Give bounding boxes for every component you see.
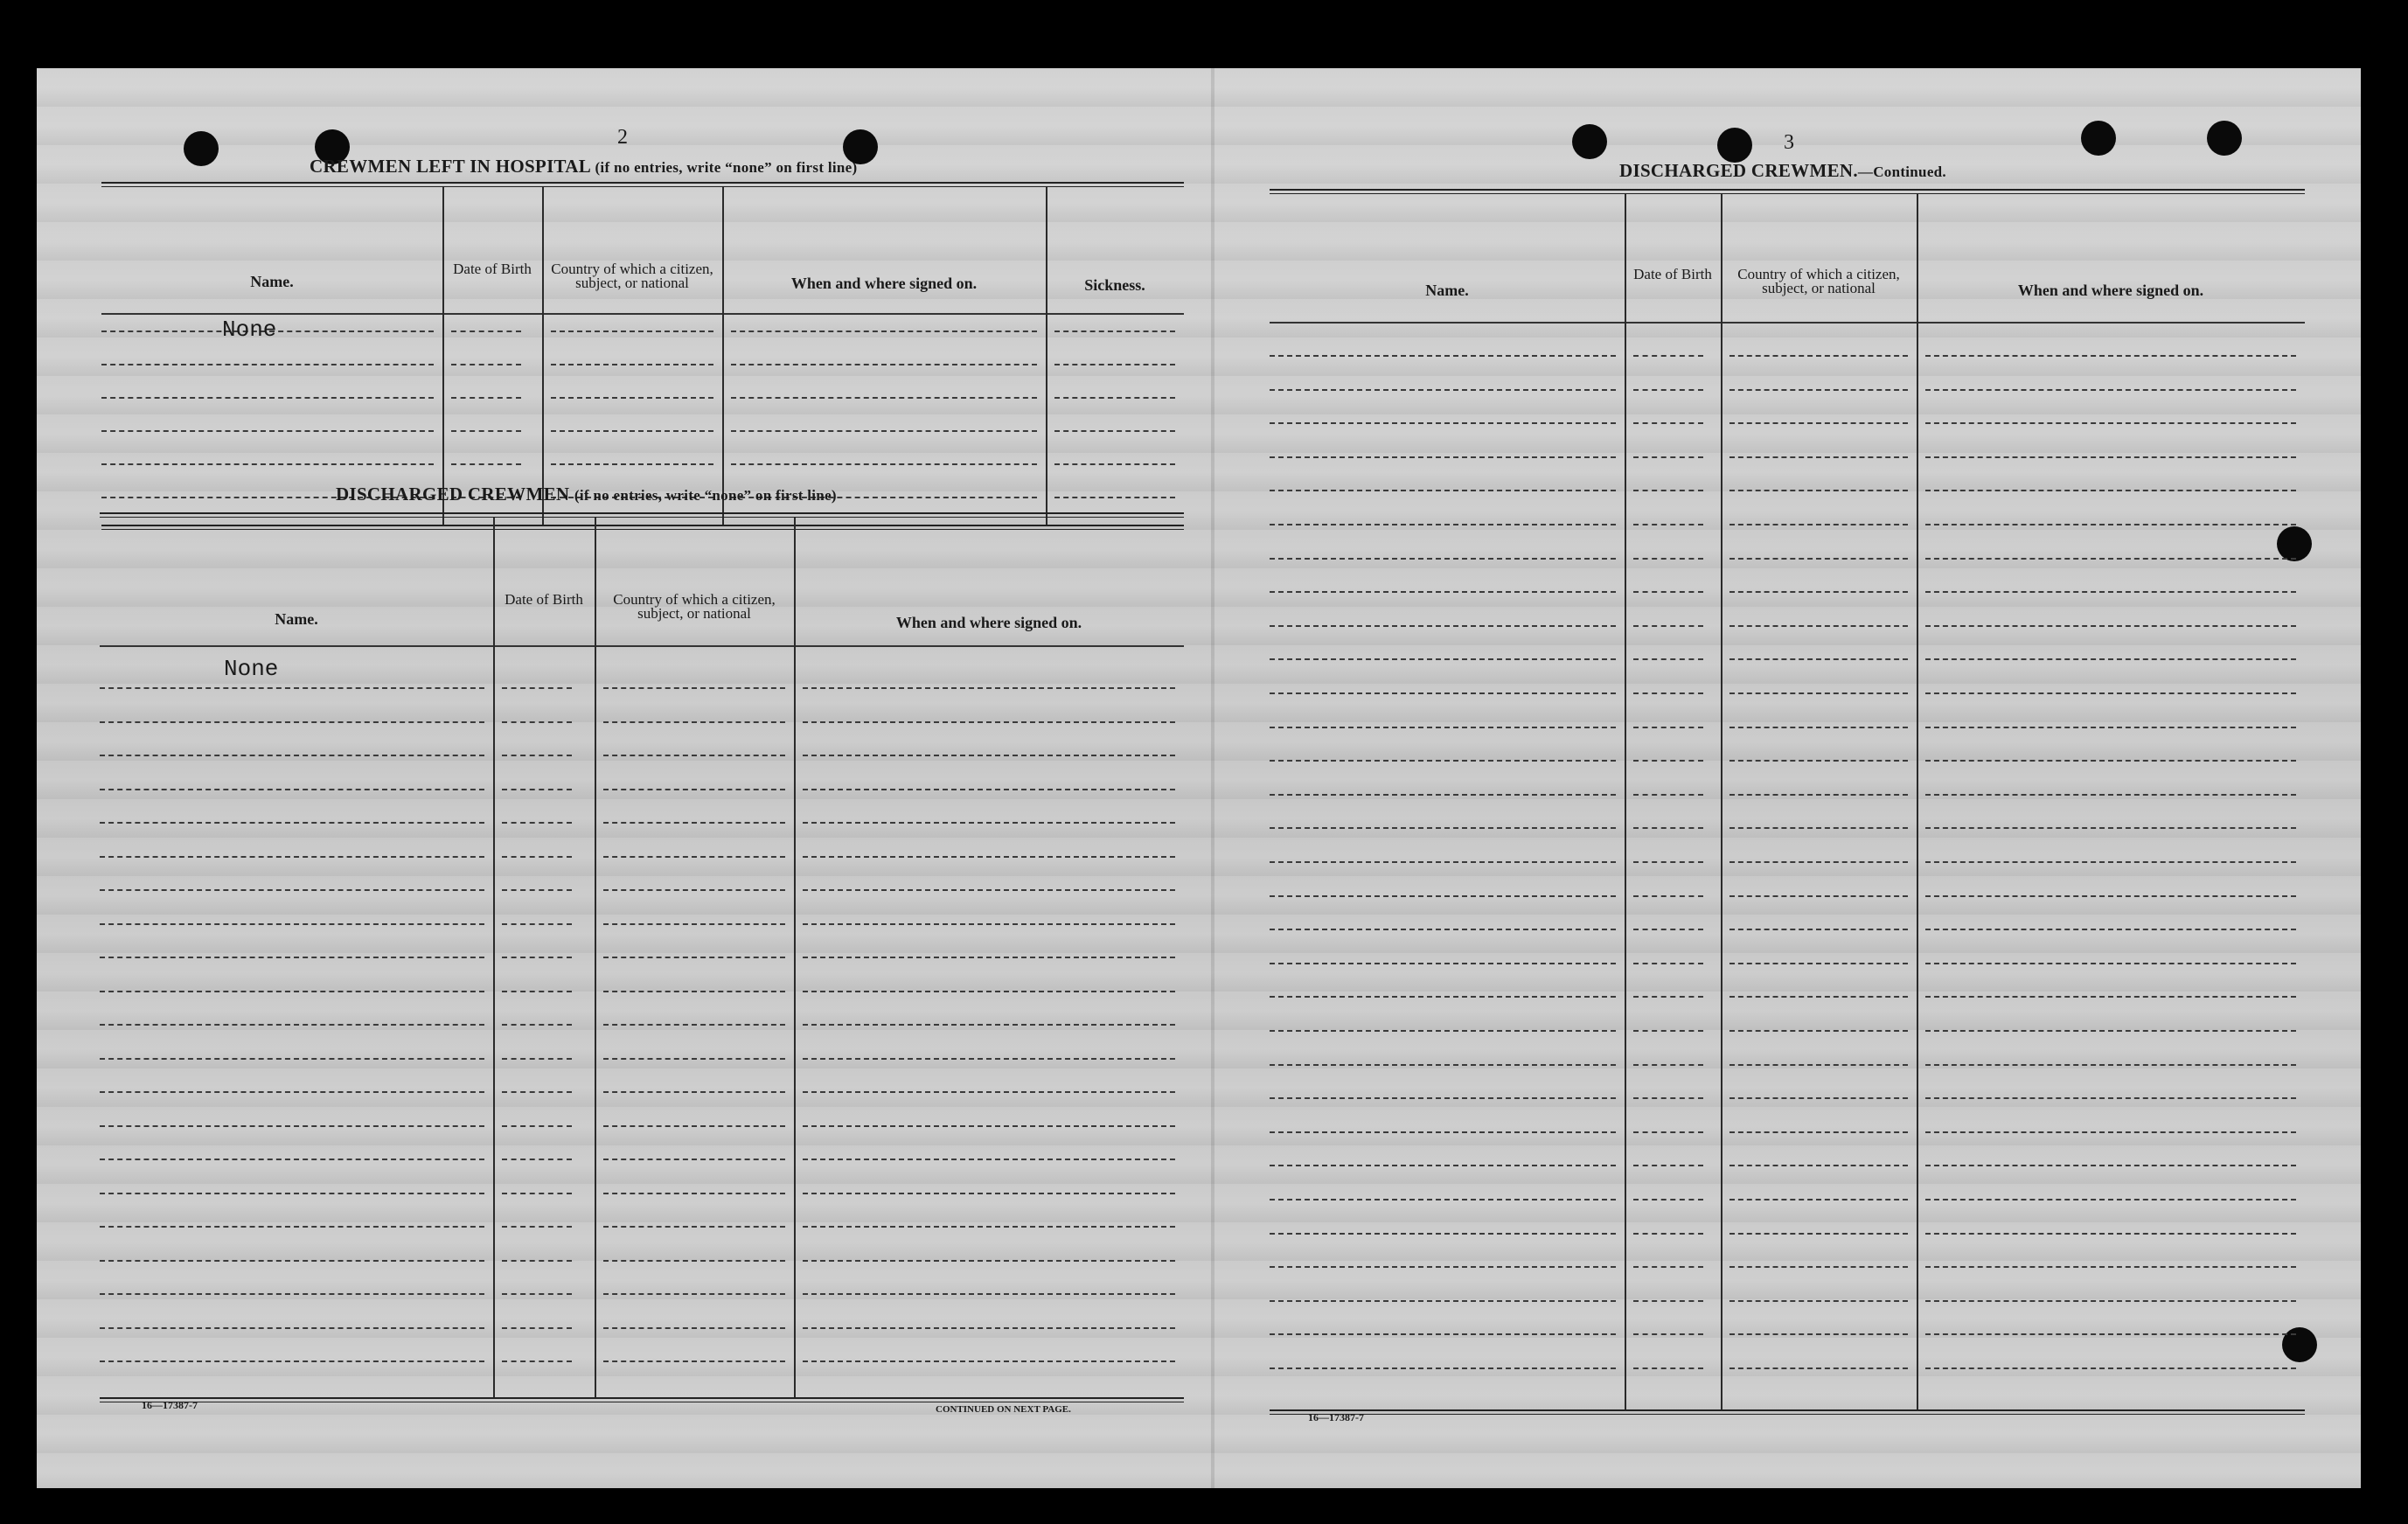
entry-line xyxy=(1925,1030,2296,1032)
entry-line xyxy=(1633,1131,1703,1133)
entry-line xyxy=(1925,1300,2296,1302)
entry-line xyxy=(1633,1064,1703,1066)
entry-line xyxy=(101,463,434,465)
entry-line xyxy=(1633,658,1703,660)
entry-line xyxy=(803,1193,1175,1194)
punch-hole xyxy=(2207,121,2242,156)
entry-line xyxy=(731,463,1037,465)
entry-line xyxy=(603,1226,785,1228)
entry-line xyxy=(1270,1367,1616,1369)
right-section-title xyxy=(1619,160,1946,182)
entry-line xyxy=(1925,422,2296,424)
entry-line xyxy=(1729,591,1908,593)
entry-line xyxy=(1925,1266,2296,1268)
entry-line xyxy=(1925,692,2296,694)
entry-line xyxy=(803,1058,1175,1060)
entry-line xyxy=(1925,389,2296,391)
entry-line xyxy=(603,1293,785,1295)
entry-line xyxy=(451,463,521,465)
entry-line xyxy=(502,957,572,958)
entry-line xyxy=(1925,1165,2296,1166)
entry-line xyxy=(1270,524,1616,525)
entry-line xyxy=(1633,389,1703,391)
entry-line xyxy=(100,1024,484,1026)
entry-line xyxy=(1270,1199,1616,1200)
form-number-right: 16—17387-7 xyxy=(1308,1411,1364,1423)
entry-line xyxy=(1633,1333,1703,1335)
entry-line xyxy=(1729,861,1908,863)
entry-line xyxy=(100,856,484,858)
entry-line xyxy=(100,1091,484,1093)
entry-line xyxy=(1729,794,1908,796)
entry-line xyxy=(803,789,1175,790)
entry-line xyxy=(451,331,521,332)
scanned-form xyxy=(37,68,2361,1488)
entry-line xyxy=(1270,558,1616,560)
entry-line xyxy=(1270,895,1616,897)
entry-line xyxy=(803,1226,1175,1228)
rule xyxy=(1270,189,2305,191)
entry-line xyxy=(1054,364,1175,365)
punch-hole xyxy=(2081,121,2116,156)
entry-line xyxy=(1633,1030,1703,1032)
entry-line xyxy=(551,397,713,399)
entry-line xyxy=(1633,692,1703,694)
entry-line xyxy=(1729,1097,1908,1099)
entry-line xyxy=(1270,422,1616,424)
entry-line xyxy=(1633,1300,1703,1302)
entry-line xyxy=(551,463,713,465)
discharged-table xyxy=(100,512,1184,1402)
header-rule xyxy=(101,313,1184,315)
entry-line xyxy=(1633,1233,1703,1235)
entry-line xyxy=(1270,1165,1616,1166)
entry-line xyxy=(1729,929,1908,930)
entry-line xyxy=(1270,827,1616,829)
entry-line xyxy=(803,1091,1175,1093)
entry-line xyxy=(603,1260,785,1262)
entry-line xyxy=(451,397,521,399)
entry-line xyxy=(1633,1266,1703,1268)
entry-line xyxy=(1270,1300,1616,1302)
entry-line xyxy=(803,1159,1175,1160)
header-rule xyxy=(1270,322,2305,324)
entry-line xyxy=(803,991,1175,992)
entry-line xyxy=(1270,963,1616,964)
discharged-continued-table xyxy=(1270,189,2305,1415)
entry-line xyxy=(1925,895,2296,897)
entry-line xyxy=(1729,490,1908,491)
entry-line xyxy=(1729,524,1908,525)
entry-line xyxy=(1925,794,2296,796)
entry-line xyxy=(1270,1131,1616,1133)
entry-line xyxy=(603,1024,785,1026)
header-rule xyxy=(100,645,1184,647)
entry-line xyxy=(502,1293,572,1295)
entry-line xyxy=(1633,929,1703,930)
entry-line xyxy=(100,721,484,723)
punch-hole xyxy=(1717,128,1752,163)
entry-line xyxy=(502,822,572,824)
entry-line xyxy=(100,1159,484,1160)
column-divider xyxy=(1046,187,1047,525)
entry-line xyxy=(1633,861,1703,863)
rule xyxy=(1270,193,2305,194)
column-divider xyxy=(794,518,796,1397)
entry-line xyxy=(551,331,713,332)
entry-line xyxy=(1925,1097,2296,1099)
column-header: Date of Birth xyxy=(453,261,532,277)
rule xyxy=(100,517,1184,518)
entry-line xyxy=(502,923,572,925)
column-header: Name. xyxy=(250,273,294,290)
column-divider xyxy=(493,518,495,1397)
entry-line xyxy=(803,1360,1175,1362)
entry-line xyxy=(100,822,484,824)
entry-line xyxy=(1270,760,1616,762)
entry-line xyxy=(1925,1199,2296,1200)
entry-line xyxy=(603,822,785,824)
discharged-section-title xyxy=(336,484,837,505)
entry-line xyxy=(603,1327,785,1329)
column-header: When and where signed on. xyxy=(790,275,978,292)
entry-line xyxy=(1633,794,1703,796)
form-number-left: 16—17387-7 xyxy=(142,1399,198,1411)
entry-line xyxy=(803,957,1175,958)
entry-line xyxy=(1729,1030,1908,1032)
column-header: Country of which a citizen, subject, or national xyxy=(613,591,776,622)
right-title-text: DISCHARGED CREWMEN. xyxy=(1619,160,1858,181)
hospital-section-title xyxy=(310,156,857,177)
entry-line xyxy=(1270,658,1616,660)
rule xyxy=(100,1397,1184,1399)
entry-line xyxy=(1729,996,1908,998)
entry-line xyxy=(1925,1233,2296,1235)
entry-line xyxy=(1729,1266,1908,1268)
entry-line xyxy=(603,1159,785,1160)
entry-line xyxy=(1729,1165,1908,1166)
entry-line xyxy=(101,430,434,432)
entry-line xyxy=(100,1360,484,1362)
entry-line xyxy=(1925,625,2296,627)
name-entry: None xyxy=(222,317,277,343)
entry-line xyxy=(1270,389,1616,391)
entry-line xyxy=(502,789,572,790)
entry-line xyxy=(100,1125,484,1127)
entry-line xyxy=(1729,1199,1908,1200)
entry-line xyxy=(1729,895,1908,897)
entry-line xyxy=(502,687,572,689)
entry-line xyxy=(502,1058,572,1060)
page-fold xyxy=(1211,68,1214,1488)
entry-line xyxy=(803,822,1175,824)
column-header: When and where signed on. xyxy=(895,614,1082,631)
entry-line xyxy=(100,1058,484,1060)
entry-line xyxy=(1925,524,2296,525)
entry-line xyxy=(101,397,434,399)
entry-line xyxy=(803,721,1175,723)
entry-line xyxy=(502,1193,572,1194)
entry-line xyxy=(100,923,484,925)
entry-line xyxy=(1729,1300,1908,1302)
entry-line xyxy=(1925,658,2296,660)
entry-line xyxy=(1729,658,1908,660)
entry-line xyxy=(803,856,1175,858)
entry-line xyxy=(1925,355,2296,357)
entry-line xyxy=(502,1260,572,1262)
entry-line xyxy=(1633,895,1703,897)
punch-hole xyxy=(184,131,219,166)
entry-line xyxy=(1925,1333,2296,1335)
column-header: Name. xyxy=(275,610,318,628)
entry-line xyxy=(100,789,484,790)
entry-line xyxy=(100,1193,484,1194)
entry-line xyxy=(1270,861,1616,863)
entry-line xyxy=(803,923,1175,925)
entry-line xyxy=(502,889,572,891)
entry-line xyxy=(100,889,484,891)
entry-line xyxy=(1633,591,1703,593)
entry-line xyxy=(1270,727,1616,728)
entry-line xyxy=(502,1159,572,1160)
entry-line xyxy=(502,721,572,723)
entry-line xyxy=(1633,1097,1703,1099)
column-divider xyxy=(595,518,596,1397)
entry-line xyxy=(1633,1367,1703,1369)
hospital-title-text: CREWMEN LEFT IN HOSPITAL xyxy=(310,156,590,177)
discharged-title-text: DISCHARGED CREWMEN xyxy=(336,484,570,505)
entry-line xyxy=(1729,1333,1908,1335)
column-divider xyxy=(722,187,724,525)
entry-line xyxy=(603,1058,785,1060)
entry-line xyxy=(1729,355,1908,357)
column-header: When and where signed on. xyxy=(2017,282,2204,299)
entry-line xyxy=(502,1125,572,1127)
entry-line xyxy=(803,687,1175,689)
entry-line xyxy=(451,430,521,432)
entry-line xyxy=(1270,1266,1616,1268)
entry-line xyxy=(603,991,785,992)
entry-line xyxy=(1729,625,1908,627)
entry-line xyxy=(1633,727,1703,728)
entry-line xyxy=(1925,1131,2296,1133)
entry-line xyxy=(502,1360,572,1362)
entry-line xyxy=(1925,827,2296,829)
entry-line xyxy=(1270,1030,1616,1032)
entry-line xyxy=(603,889,785,891)
entry-line xyxy=(1729,827,1908,829)
rule xyxy=(1270,1409,2305,1411)
entry-line xyxy=(1633,524,1703,525)
entry-line xyxy=(1729,963,1908,964)
entry-line xyxy=(1270,1233,1616,1235)
entry-line xyxy=(502,1024,572,1026)
entry-line xyxy=(1633,558,1703,560)
entry-line xyxy=(1633,625,1703,627)
hospital-instruction: (if no entries, write “none” on first line) xyxy=(595,159,858,176)
entry-line xyxy=(603,1125,785,1127)
entry-line xyxy=(1729,456,1908,458)
entry-line xyxy=(603,687,785,689)
entry-line xyxy=(1633,422,1703,424)
entry-line xyxy=(1270,490,1616,491)
page-number-left: 2 xyxy=(617,126,628,149)
entry-line xyxy=(1925,861,2296,863)
entry-line xyxy=(1729,558,1908,560)
column-divider xyxy=(442,187,444,525)
entry-line xyxy=(100,991,484,992)
entry-line xyxy=(1054,397,1175,399)
entry-line xyxy=(803,1125,1175,1127)
entry-line xyxy=(803,755,1175,756)
entry-line xyxy=(100,1226,484,1228)
column-divider xyxy=(1625,194,1626,1409)
entry-line xyxy=(803,1260,1175,1262)
entry-line xyxy=(731,364,1037,365)
entry-line xyxy=(1270,625,1616,627)
entry-line xyxy=(1633,1199,1703,1200)
entry-line xyxy=(731,430,1037,432)
entry-line xyxy=(1729,422,1908,424)
entry-line xyxy=(100,1327,484,1329)
punch-hole xyxy=(1572,124,1607,159)
entry-line xyxy=(803,1293,1175,1295)
entry-line xyxy=(1270,1333,1616,1335)
column-divider xyxy=(1721,194,1722,1409)
entry-line xyxy=(803,1024,1175,1026)
column-header: Country of which a citizen, subject, or national xyxy=(551,261,713,291)
entry-line xyxy=(1925,1064,2296,1066)
entry-line xyxy=(603,1091,785,1093)
entry-line xyxy=(1729,692,1908,694)
right-title-suffix: —Continued. xyxy=(1857,164,1946,180)
entry-line xyxy=(1729,1233,1908,1235)
entry-line xyxy=(603,1193,785,1194)
entry-line xyxy=(1925,929,2296,930)
entry-line xyxy=(1729,389,1908,391)
entry-line xyxy=(502,991,572,992)
entry-line xyxy=(1925,996,2296,998)
entry-line xyxy=(1729,1131,1908,1133)
entry-line xyxy=(1270,929,1616,930)
entry-line xyxy=(603,1360,785,1362)
entry-line xyxy=(803,1327,1175,1329)
entry-line xyxy=(1054,331,1175,332)
discharged-instruction: (if no entries, write “none” on first line) xyxy=(574,487,837,504)
entry-line xyxy=(1729,1367,1908,1369)
entry-line xyxy=(100,957,484,958)
entry-line xyxy=(603,923,785,925)
entry-line xyxy=(603,789,785,790)
entry-line xyxy=(1270,456,1616,458)
entry-line xyxy=(1270,355,1616,357)
entry-line xyxy=(1633,1165,1703,1166)
entry-line xyxy=(1925,963,2296,964)
entry-line xyxy=(451,364,521,365)
entry-line xyxy=(100,755,484,756)
entry-line xyxy=(100,687,484,689)
entry-line xyxy=(1729,1064,1908,1066)
rule xyxy=(101,186,1184,187)
entry-line xyxy=(731,331,1037,332)
hospital-table xyxy=(101,182,1184,530)
entry-line xyxy=(603,957,785,958)
column-divider xyxy=(1917,194,1918,1409)
entry-line xyxy=(551,364,713,365)
entry-line xyxy=(1729,760,1908,762)
entry-line xyxy=(1633,827,1703,829)
entry-line xyxy=(1633,963,1703,964)
entry-line xyxy=(603,755,785,756)
entry-line xyxy=(731,397,1037,399)
column-header: Country of which a citizen, subject, or national xyxy=(1737,266,1900,296)
entry-line xyxy=(1925,727,2296,728)
entry-line xyxy=(1729,727,1908,728)
entry-line xyxy=(502,1226,572,1228)
entry-line xyxy=(1054,463,1175,465)
column-header: Sickness. xyxy=(1084,276,1145,294)
entry-line xyxy=(1925,490,2296,491)
entry-line xyxy=(1633,760,1703,762)
entry-line xyxy=(1054,497,1175,498)
entry-line xyxy=(502,856,572,858)
entry-line xyxy=(100,1293,484,1295)
entry-line xyxy=(1633,996,1703,998)
entry-line xyxy=(1633,355,1703,357)
entry-line xyxy=(1925,1367,2296,1369)
entry-line xyxy=(1925,591,2296,593)
entry-line xyxy=(803,889,1175,891)
rule xyxy=(101,182,1184,184)
entry-line xyxy=(1633,456,1703,458)
entry-line xyxy=(502,755,572,756)
continued-note: CONTINUED ON NEXT PAGE. xyxy=(936,1404,1071,1415)
column-header: Date of Birth xyxy=(1633,266,1712,282)
rule xyxy=(1270,1414,2305,1415)
entry-line xyxy=(1925,760,2296,762)
column-header: Name. xyxy=(1425,282,1469,299)
entry-line xyxy=(603,856,785,858)
page-number-right: 3 xyxy=(1784,131,1794,154)
rule xyxy=(100,512,1184,514)
entry-line xyxy=(1270,1097,1616,1099)
entry-line xyxy=(100,1260,484,1262)
entry-line xyxy=(502,1091,572,1093)
entry-line xyxy=(1270,591,1616,593)
column-header: Date of Birth xyxy=(505,591,583,608)
entry-line xyxy=(603,721,785,723)
entry-line xyxy=(1270,1064,1616,1066)
entry-line xyxy=(1270,794,1616,796)
entry-line xyxy=(551,430,713,432)
entry-line xyxy=(101,364,434,365)
entry-line xyxy=(1925,456,2296,458)
entry-line xyxy=(502,1327,572,1329)
column-divider xyxy=(542,187,544,525)
entry-line xyxy=(1270,996,1616,998)
name-entry: None xyxy=(224,656,279,682)
entry-line xyxy=(1633,490,1703,491)
entry-line xyxy=(1054,430,1175,432)
entry-line xyxy=(1270,692,1616,694)
entry-line xyxy=(1925,558,2296,560)
